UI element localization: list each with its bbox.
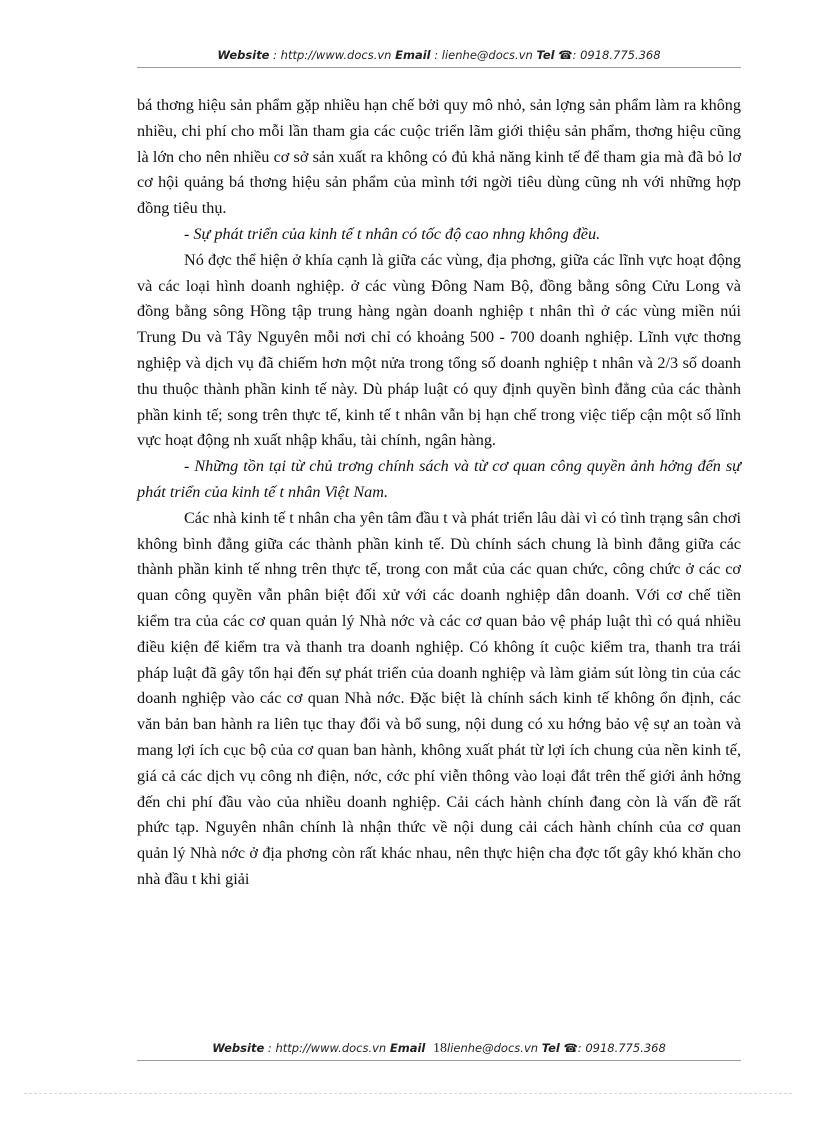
paragraph-continued: bá thơng hiệu sản phẩm gặp nhiều hạn chế bởi quy mô nhỏ, sản lợng sản phẩm làm ra không nhiều, chi phí cho mỗi lần tham gia các cuộc triển lãm giới thiệu sản phẩm, thơng hiệu cũng là lớn cho nên nhiều cơ sở sản xuất ra không có đủ khả năng kinh tế để tham gia mà đã bỏ lơ cơ hội quảng bá thơng hiệu sản phẩm của mình tới ngời tiêu dùng cũng nh với những hợp đồng tiêu thụ. (137, 96, 741, 218)
footer-tel-value: ☎: 0918.775.368 (563, 1041, 666, 1055)
footer-tel-label: Tel (541, 1041, 560, 1055)
header-website-label: Website (217, 48, 270, 62)
footer-website-url[interactable]: : http://www.docs.vn (267, 1041, 387, 1055)
paragraph-regional-disparity: Nó đợc thể hiện ở khía cạnh là giữa các vùng, địa phơng, giữa các lĩnh vực hoạt động và các loại hình doanh nghiệp. ở các vùng Đông Nam Bộ, đồng bằng sông Cửu Long và đồng bằng sông Hồng tập trung hàng ngàn doanh nghiệp t nhân thì ở các vùng miền núi Trung Du và Tây Nguyên mỗi nơi chỉ có khoảng 500 - 700 doanh nghiệp. Lĩnh vực thơng nghiệp và dịch vụ đã chiếm hơn một nửa trong tổng số doanh nghiệp t nhân và 2/3 số doanh thu thuộc thành phần kinh tế này. Dù pháp luật có quy định quyền bình đẳng của các thành phần kinh tế; song trên thực tế, kinh tế t nhân vẫn bị hạn chế trong việc tiếp cận một số lĩnh vực hoạt động nh xuất nhập khẩu, tài chính, ngân hàng. (137, 250, 741, 450)
page-number: 18 (433, 1041, 448, 1056)
header-email-value[interactable]: : lienhe@docs.vn (434, 48, 533, 62)
footer-website-label: Website (212, 1041, 265, 1055)
page-header (137, 48, 741, 62)
page-bottom-edge (24, 1093, 792, 1094)
footer-email-value[interactable]: lienhe@docs.vn (447, 1041, 539, 1055)
header-divider (137, 67, 741, 68)
header-website-url[interactable]: : http://www.docs.vn (273, 48, 392, 62)
document-body (137, 93, 741, 893)
paragraph-policy-issues: Các nhà kinh tế t nhân cha yên tâm đầu t và phát triển lâu dài vì có tình trạng sân chơi không bình đẳng giữa các thành phần kinh tế. Dù chính sách chung là bình đẳng giữa các thành phần kinh tế nhng trên thực tế, trong con mắt của các quan chức, công chức ở các cơ quan công quyền vẫn phân biệt đối xử với các doanh nghiệp dân doanh. Với cơ chế tiền kiểm tra của các cơ quan quản lý Nhà nớc và các cơ quan bảo vệ pháp luật thì có quá nhiều điều kiện để kiểm tra và thanh tra doanh nghiệp. Có không ít cuộc kiểm tra, thanh tra trái pháp luật đã gây tổn hại đến sự phát triển của doanh nghiệp và làm giảm sút lòng tin của các doanh nghiệp vào các cơ quan Nhà nớc. Đặc biệt là chính sách kinh tế không ổn định, các văn bản ban hành ra liên tục thay đổi và bổ sung, nội dung có xu hớng bảo vệ sự an toàn và mang lợi ích cục bộ của cơ quan ban hành, không xuất phát từ lợi ích chung của nền kinh tế, giá cả các dịch vụ công nh điện, nớc, cớc phí viễn thông vào loại đắt trên thế giới ảnh hởng đến chi phí đầu vào của nhiều doanh nghiệp. Cải cách hành chính đang còn là vấn đề rất phức tạp. Nguyên nhân chính là nhận thức về nội dung cải cách hành chính của cơ quan quản lý Nhà nớc ở địa phơng còn rất khác nhau, nên thực hiện cha đợc tốt gây khó khăn cho nhà đầu t khi giải (137, 508, 741, 888)
header-tel-value: ☎: 0918.775.368 (558, 48, 661, 62)
header-email-label: Email (395, 48, 431, 62)
page-footer (137, 1041, 741, 1057)
section-heading-uneven-growth: - Sự phát triển của kinh tế t nhân có tốc độ cao nhng không đều. (184, 224, 601, 243)
section-heading-policy-issues: - Những tồn tại từ chủ trơng chính sách và từ cơ quan công quyền ảnh hởng đến sự phát triển của kinh tế t nhân Việt Nam. (137, 457, 741, 501)
header-tel-label: Tel (536, 48, 555, 62)
footer-email-label: Email (389, 1041, 426, 1055)
footer-divider (137, 1060, 741, 1061)
